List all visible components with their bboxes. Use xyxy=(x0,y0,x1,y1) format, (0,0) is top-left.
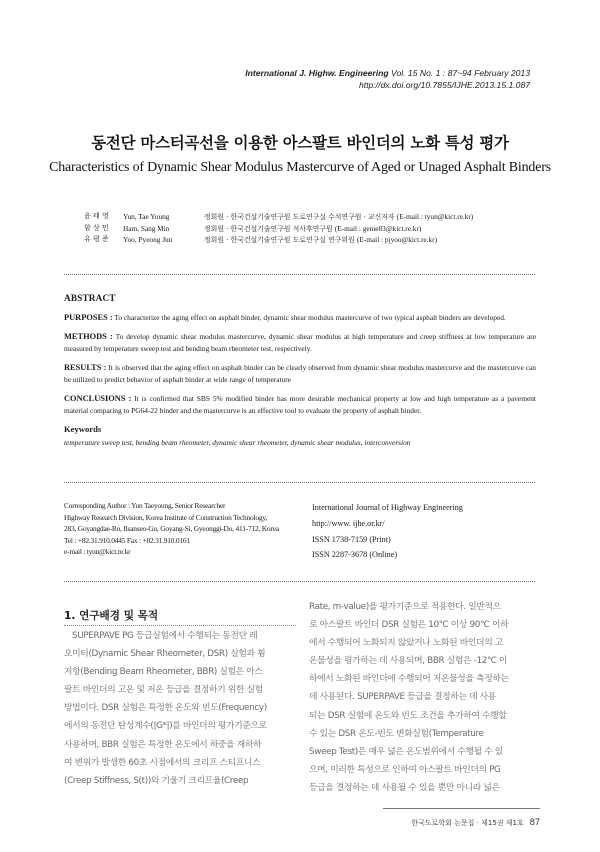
author-name-korean: 윤 태 영 xyxy=(84,212,109,220)
affiliation-text: 정회원 · 한국건설기술연구원 도로연구실 연구위원 xyxy=(204,236,357,244)
section-title: 1. 연구배경 및 목적 xyxy=(64,610,159,622)
body-line: 수 있는 DSR 온도-빈도 변화실험(Temperature xyxy=(309,728,484,739)
author-list xyxy=(68,211,538,246)
section-rule xyxy=(64,625,296,626)
page-footer xyxy=(411,817,540,828)
body-line: 사용하며, BBR 실험은 특정한 온도에서 하중을 재하하 xyxy=(64,739,262,750)
title-korean: 동전단 마스터곡선을 이용한 아스팔트 바인더의 노화 특성 평가 xyxy=(91,134,509,152)
abstract-heading: ABSTRACT xyxy=(64,293,116,303)
divider xyxy=(64,581,535,582)
purposes-label: PURPOSES : xyxy=(64,312,113,322)
body-line: 방법이다. DSR 실험은 특정한 온도와 빈도(Frequency) xyxy=(64,703,267,714)
methods-label: METHODS : xyxy=(64,332,113,341)
title-english: Characteristics of Dynamic Shear Modulus Mastercurve of Aged or Unaged Asphalt Binders xyxy=(49,160,551,175)
purposes-text: To characterize the aging effect on asphalt binder, dynamic shear modulus mastercurve of two typical asphalt binders are developed. xyxy=(112,312,506,322)
body-line: Rate, m-value)을 평가기준으로 적용한다. 일반적으 xyxy=(309,602,501,612)
body-line: 데 사용된다. SUPERPAVE 등급을 결정하는 데 사용 xyxy=(309,692,496,703)
author-name-english: Ham, Sang Min xyxy=(123,223,170,233)
abstract-block xyxy=(64,293,536,448)
results-label: RESULTS : xyxy=(64,363,107,372)
author-affiliation xyxy=(204,234,437,247)
journal-info-line: International Journal of Highway Engineering xyxy=(312,503,463,512)
conclusions-text: It is confirmed that SBS 5% modified binder has more desirable mechanical property at low and high temperature as a pavement material comparing to PG64-22 binder and the mastercurve is an effective tool to evaluate the property of asphalt binder. xyxy=(64,394,536,415)
body-column-right xyxy=(309,598,545,797)
body-line: 으며, 이러한 특성으로 인하여 아스팔트 바인더의 PG xyxy=(309,764,501,775)
body-line: SUPERPAVE PG 등급실험에서 수행되는 동전단 레 xyxy=(72,631,258,641)
body-column-left xyxy=(64,627,300,790)
author-email[interactable]: (E-mail : pjyoo@kict.re.kr) xyxy=(356,235,438,244)
journal-citation xyxy=(245,67,530,79)
journal-header xyxy=(245,67,530,91)
author-name-korean: 유 평 준 xyxy=(84,235,109,243)
page-number: 87 xyxy=(529,817,540,827)
author-row xyxy=(68,234,538,246)
abstract-methods xyxy=(64,331,536,354)
doi-link[interactable]: http://dx.doi.org/10.7855/IJHE.2013.15.1.087 xyxy=(358,80,530,90)
footer-rule xyxy=(383,808,540,809)
author-row xyxy=(68,223,538,235)
journal-info-block xyxy=(312,500,542,563)
volume-info: Vol. 15 No. 1 : 87~94 February 2013 xyxy=(391,68,530,78)
author-name-english: Yun, Tae Young xyxy=(123,212,170,221)
journal-name: International J. Highw. Engineering xyxy=(245,68,389,78)
body-line: 여 변위가 발생한 60초 시점에서의 크리프 스티프니스 xyxy=(64,757,261,768)
divider xyxy=(64,274,535,275)
footer-journal-label: 한국도로학회 논문집 · 제15권 제1호 xyxy=(411,819,524,827)
results-text: It is observed that the aging effect on asphalt binder can be clearly observed from dynamic shear modulus mastercurve and the mastercurve can be utilized to predict behavior of asphalt binder at wide range of temperature xyxy=(64,363,536,384)
correspondence-line: Highway Research Division, Korea Institute of Construction Technology, xyxy=(64,512,268,522)
abstract-conclusions xyxy=(64,393,536,416)
body-line: 팔트 바인더의 고온 및 저온 등급을 결정하기 위한 실험 xyxy=(64,685,263,696)
body-line: 온물성을 평가하는 데 사용되며, BBR 실험은 -12℃ 이 xyxy=(309,656,508,667)
body-line: 등급을 결정하는 데 사용될 수 있을 뿐만 아니라 넓은 xyxy=(309,782,500,793)
journal-info-line: ISSN 2287-3678 (Online) xyxy=(312,550,398,560)
affiliation-text: 정회원 · 한국건설기술연구원 석사후연구원 xyxy=(204,224,335,233)
body-line: 에서 수행되어 노화되지 않았거나 노화된 바인더의 고 xyxy=(309,638,503,649)
journal-url[interactable]: http://www. ijhe.or.kr/ xyxy=(312,518,385,528)
abstract-results xyxy=(64,362,536,385)
correspondence-block xyxy=(64,500,300,558)
divider xyxy=(64,482,535,483)
body-line: 에서의 동전단 탄성계수(|G*|)를 바인더의 평가기준으로 xyxy=(64,721,267,732)
correspondence-line: Tel : +82.31.910.0445 Fax : +82.31.910.0161 xyxy=(64,535,190,545)
author-row xyxy=(68,211,538,223)
body-line: 오미터(Dynamic Shear Rheometer, DSR) 실험과 휨 xyxy=(64,649,266,660)
correspondence-line: Corresponding Author : Yun Taeyoung, Senior Researcher xyxy=(64,501,226,510)
keywords-heading: Keywords xyxy=(64,424,102,434)
body-line: (Creep Stiffness, S(t))와 기울기 크리프율(Creep xyxy=(64,775,249,786)
body-line: 로 아스팔트 바인더 DSR 실험은 10℃ 이상 90℃ 이하 xyxy=(309,620,509,631)
correspondence-line: 283, Goyangdae-Ro, Ilsanseo-Gu, Goyang-Si, Gyeonggi-Do, 411-712, Korea xyxy=(64,524,279,534)
body-line: 되는 DSR 실험에 온도와 빈도 조건을 추가하여 수행할 xyxy=(309,710,507,721)
author-email[interactable]: (E-mail : tyun@kict.re.kr) xyxy=(396,212,474,221)
body-line: 저항(Bending Beam Rheometer, BBR) 실험은 아스 xyxy=(64,667,263,678)
abstract-purposes xyxy=(64,312,536,324)
body-line: Sweep Test)은 매우 넓은 온도범위에서 수행될 수 있 xyxy=(309,746,503,757)
author-name-english: Yoo, Pyeong Jun xyxy=(123,235,173,244)
body-line: 하에서 노화된 바인더에 수행되어 저온물성을 측정하는 xyxy=(309,674,509,685)
journal-info-line: ISSN 1738-7159 (Print) xyxy=(312,534,391,544)
methods-text: To develop dynamic shear modulus mastercurve, dynamic shear modulus at high temperature and creep stiffness at low temperature are measured by temperature sweep test and bending beam rheometer test, respectively. xyxy=(64,332,536,353)
author-name-korean: 함 상 민 xyxy=(84,223,109,232)
correspondence-email[interactable]: e-mail : tyun@kict.re.kr xyxy=(64,547,131,557)
keywords-list: temperature sweep test, bending beam rheometer, dynamic shear rheometer, dynamic shear modulus, interconversion xyxy=(64,437,411,447)
conclusions-label: CONCLUSIONS : xyxy=(64,394,132,403)
affiliation-text: 정회원 · 한국건설기술연구원 도로연구실 수석연구원 · 교신저자 xyxy=(204,213,397,221)
author-email[interactable]: (E-mail : genie83@kict.re.kr) xyxy=(334,223,422,233)
